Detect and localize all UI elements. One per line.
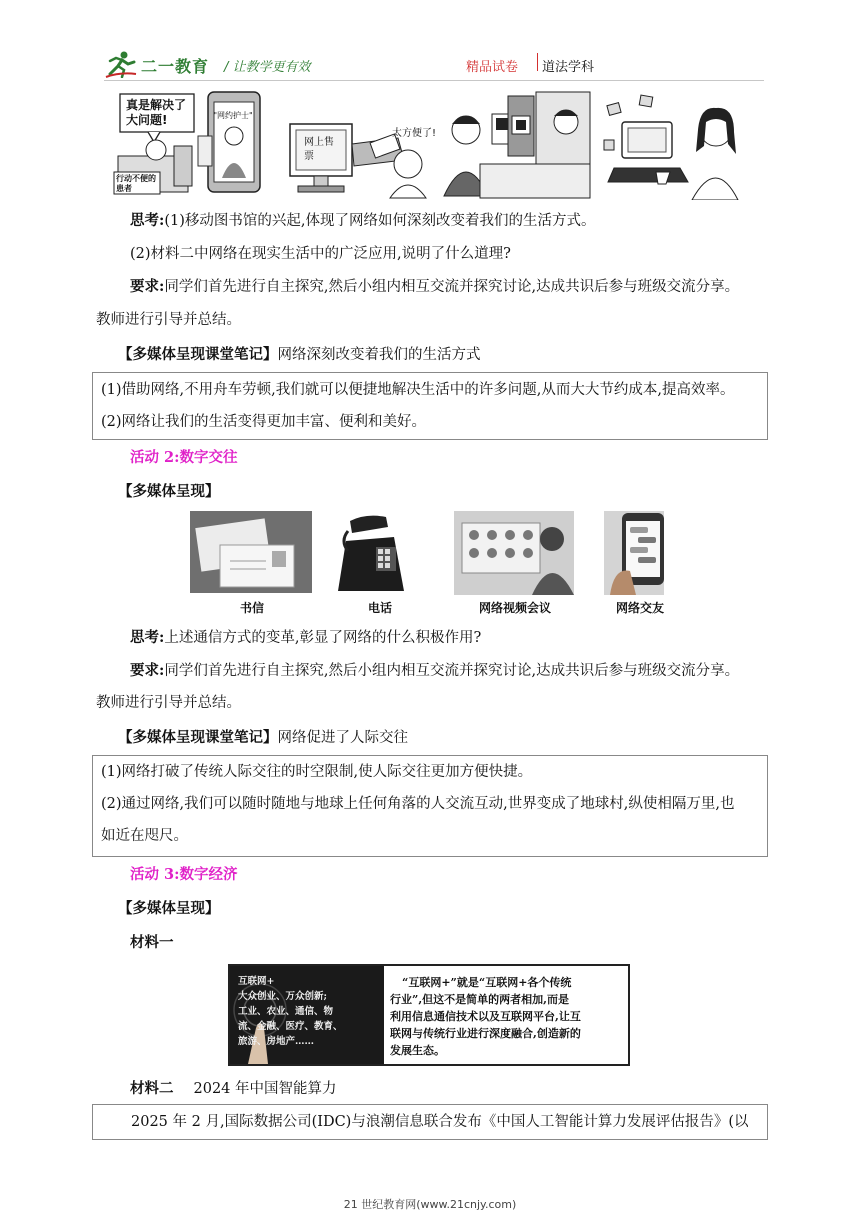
- note-line: (2)网络让我们的生活变得更加丰富、便利和美好。: [101, 414, 427, 430]
- think-question-1: [130, 210, 770, 232]
- requirement-label: 要求:: [130, 278, 165, 295]
- letter-photo: [190, 511, 312, 593]
- caption-telephone: 电话: [367, 601, 392, 615]
- panel-right-line: “互联网+”就是“互联网+各个传统: [402, 976, 572, 989]
- think-question-3: [130, 627, 770, 649]
- comic-bubble2-text: 太方便了!: [392, 128, 437, 139]
- multimedia-heading: 【多媒体呈现】: [118, 483, 220, 500]
- material-2-title: 2024 年中国智能算力: [193, 1081, 337, 1097]
- phone-chat-photo: [604, 511, 664, 595]
- internet-plus-dark-image: [230, 966, 384, 1064]
- header-separator: [537, 53, 538, 71]
- comic-phone-label: "网约护士": [213, 111, 253, 120]
- think-question-2: (2)材料二中网络在现实生活中的广泛应用,说明了什么道理?: [130, 246, 511, 262]
- panel-left-line: 互联网+: [238, 976, 275, 987]
- activity-3-title: 活动 3:数字经济: [130, 866, 238, 883]
- material-1-label: 材料一: [130, 934, 174, 951]
- material-2-heading: [130, 1078, 802, 1100]
- internet-plus-left-text: [238, 974, 388, 1049]
- comic-illustration: [108, 86, 768, 200]
- note-text: 网络深刻改变着我们的生活方式: [277, 347, 481, 363]
- logo-text: 二一教育: [141, 57, 210, 76]
- internet-plus-right-text: [390, 974, 628, 1059]
- think-text: (1)移动图书馆的兴起,体现了网络如何深刻改变着我们的生活方式。: [164, 213, 596, 229]
- note-heading-2: [118, 727, 768, 749]
- requirement-text-cont: 教师进行引导并总结。: [96, 312, 241, 328]
- panel-left-line: 流、金融、医疗、教育、: [238, 1021, 343, 1032]
- requirement-text: [130, 276, 770, 298]
- panel-right-line: 发展生态。: [390, 1044, 445, 1057]
- comic-patient-sign: 行动不便的患者: [116, 174, 156, 193]
- panel-left-line: 大众创业、万众创新;: [238, 991, 328, 1002]
- note-text: 网络促进了人际交往: [277, 730, 408, 746]
- think-label: 思考:: [130, 629, 165, 646]
- requirement-text-2: [130, 660, 770, 682]
- panel-right-line: 利用信息通信技术以及互联网平台,让互: [390, 1010, 581, 1023]
- material-2-label: 材料二: [130, 1080, 174, 1097]
- multimedia-heading-3: 【多媒体呈现】: [118, 900, 220, 917]
- note-title: 【多媒体呈现课堂笔记】: [118, 346, 278, 363]
- note-line: (1)借助网络,不用舟车劳顿,我们就可以便捷地解决生活中的许多问题,从而大大节约成本,提高效率。: [101, 382, 735, 398]
- note-box: [92, 372, 768, 440]
- logo-runner-icon: [104, 50, 138, 78]
- caption-video-conference: 网络视频会议: [478, 601, 551, 615]
- note-heading: [118, 344, 768, 366]
- think-text: 上述通信方式的变革,彰显了网络的什么积极作用?: [164, 630, 482, 646]
- note-box-2: [92, 755, 768, 857]
- think-label: 思考:: [130, 212, 165, 229]
- internet-plus-panel: [228, 964, 630, 1066]
- panel-left-line: 旅游、房地产……: [238, 1036, 315, 1047]
- note-line: 如近在咫尺。: [101, 828, 188, 844]
- header-subject: 道法学科: [542, 60, 595, 75]
- activity-2-title: 活动 2:数字交往: [130, 449, 238, 466]
- note-title: 【多媒体呈现课堂笔记】: [118, 729, 278, 746]
- panel-left-line: 工业、农业、通信、物: [238, 1006, 334, 1017]
- requirement-body: 同学们首先进行自主探究,然后小组内相互交流并探究讨论,达成共识后参与班级交流分享。: [164, 663, 740, 679]
- material-2-box: [92, 1104, 768, 1140]
- requirement-text-2-cont: 教师进行引导并总结。: [96, 695, 241, 711]
- caption-letter: 书信: [239, 601, 264, 615]
- comic-screen-label: 网上售票: [304, 137, 334, 162]
- telephone-photo: [338, 516, 404, 591]
- panel-right-line: 行业”,但这不是简单的两者相加,而是: [390, 993, 569, 1006]
- note-line: (2)通过网络,我们可以随时随地与地球上任何角落的人交流互动,世界变成了地球村,纵使相隔万里,也: [101, 796, 735, 812]
- material-2-line: 2025 年 2 月,国际数据公司(IDC)与浪潮信息联合发布《中国人工智能计算力发展评估报告》(以: [131, 1114, 749, 1130]
- page-footer: 21 世纪教育网(www.21cnjy.com): [343, 1198, 517, 1211]
- requirement-label: 要求:: [130, 662, 165, 679]
- requirement-body: 同学们首先进行自主探究,然后小组内相互交流并探究讨论,达成共识后参与班级交流分享。: [164, 279, 740, 295]
- header-label: 精品试卷: [466, 60, 519, 75]
- comic-shop-panel: [444, 92, 590, 198]
- video-conference-photo: [454, 511, 574, 595]
- note-line: (1)网络打破了传统人际交往的时空限制,使人际交往更加方便快捷。: [101, 764, 533, 780]
- header-slogan: / 让教学更有效: [224, 60, 311, 75]
- caption-online-friends: 网络交友: [615, 601, 664, 615]
- comic-shopping-panel: [604, 95, 738, 200]
- comic-bubble-text: 真是解决了大问题!: [126, 98, 187, 127]
- panel-right-line: 联网与传统行业进行深度融合,创造新的: [390, 1027, 581, 1040]
- header-rule: [104, 80, 764, 81]
